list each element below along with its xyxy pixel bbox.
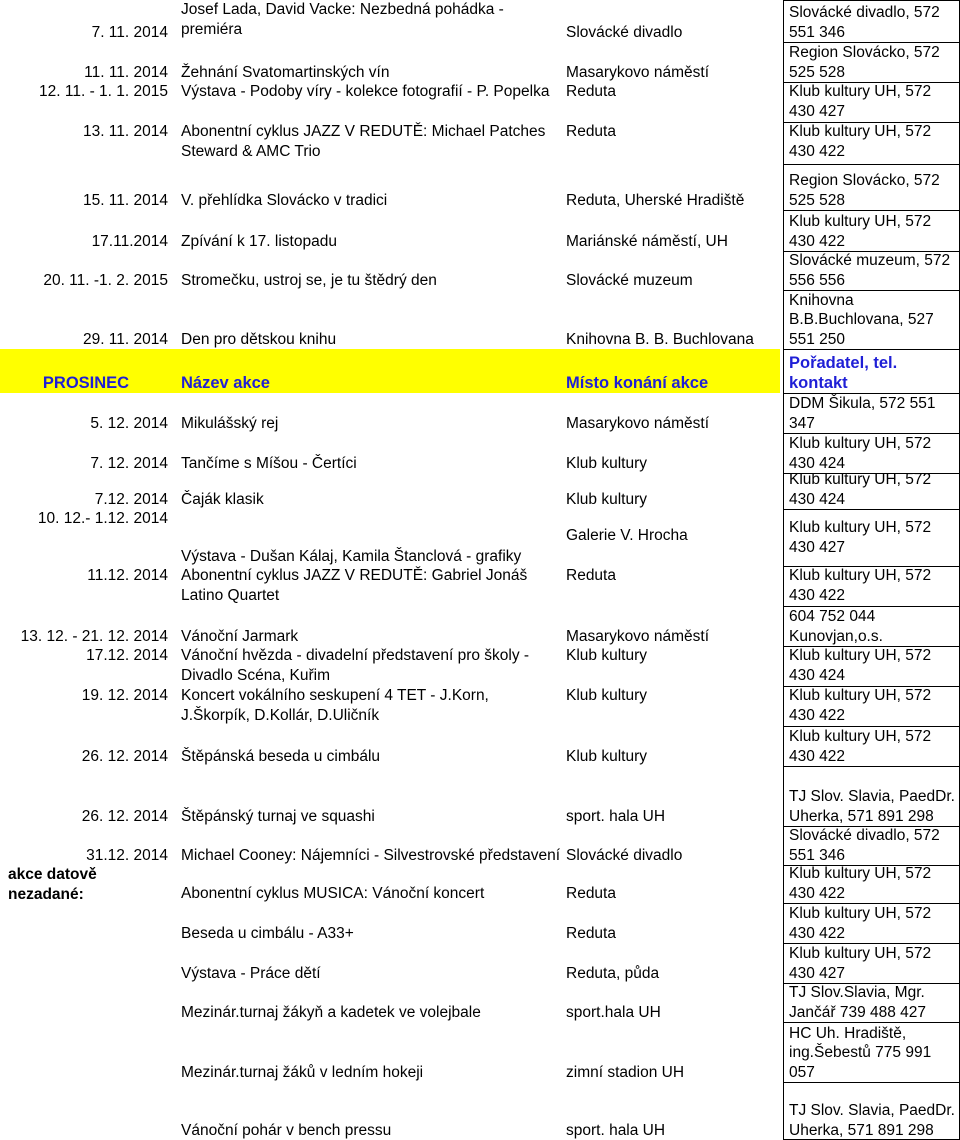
date-cell: 26. 12. 2014 <box>81 807 168 825</box>
place-cell: Slovácké divadlo <box>566 23 683 41</box>
table-row <box>0 983 960 1022</box>
place-cell: Reduta <box>566 83 616 100</box>
event-cell: Vánoční Jarmark <box>181 627 299 645</box>
place-cell: Reduta <box>566 924 616 942</box>
row-divider <box>783 766 960 767</box>
place-cell: Reduta <box>566 884 616 902</box>
place-cell: sport. hala UH <box>566 1121 666 1139</box>
place-cell: Slovácké divadlo <box>566 846 683 864</box>
place-cell: Klub kultury <box>566 454 647 472</box>
row-divider <box>783 686 960 687</box>
row-divider <box>783 349 960 350</box>
place-cell: Reduta, půda <box>566 964 660 982</box>
event-cell: Abonentní cyklus JAZZ V REDUTĚ: Gabriel Jonáš Latino Quartet <box>181 567 528 604</box>
table-row <box>0 509 960 566</box>
organizer-cell: Knihovna B.B.Buchlovana, 527 551 250 <box>789 291 934 348</box>
organizer-cell: Klub kultury UH, 572 430 422 <box>789 865 932 902</box>
place-cell: Masarykovo náměstí <box>566 627 709 645</box>
row-divider <box>783 290 960 291</box>
event-cell: Stromečku, ustroj se, je tu štědrý den <box>181 271 437 289</box>
event-cell: Mikulášský rej <box>181 414 279 432</box>
organizer-cell: DDM Šikula, 572 551 347 <box>789 395 936 432</box>
row-divider <box>783 726 960 727</box>
row-divider <box>783 983 960 984</box>
event-cell: Den pro dětskou knihu <box>181 330 337 348</box>
place-cell: sport. hala UH <box>566 807 666 825</box>
date-cell: 13. 12. - 21. 12. 2014 <box>20 627 168 645</box>
column-divider <box>783 0 784 1140</box>
table-row <box>0 1082 960 1140</box>
table-row <box>0 865 960 903</box>
table-row <box>0 210 960 251</box>
event-column-header: Název akce <box>181 373 270 392</box>
event-cell: Čaják klasik <box>181 490 264 508</box>
event-cell: Josef Lada, David Vacke: Nezbedná pohádka - premiéra <box>181 1 504 38</box>
date-cell: 17.11.2014 <box>91 232 168 250</box>
place-cell: Klub kultury <box>566 647 647 664</box>
date-cell: 20. 11. -1. 2. 2015 <box>43 271 168 289</box>
organizer-cell: Region Slovácko, 572 525 528 <box>789 172 940 209</box>
date-cell: 11.12. 2014 <box>87 567 168 584</box>
row-divider <box>783 1022 960 1023</box>
event-cell: Abonentní cyklus MUSICA: Vánoční koncert <box>181 884 485 902</box>
table-row <box>0 42 960 82</box>
organizer-cell: Klub kultury UH, 572 430 424 <box>789 647 932 684</box>
row-divider <box>783 606 960 607</box>
table-row <box>0 1022 960 1082</box>
organizer-cell: HC Uh. Hradiště, ing.Šebestů 775 991 057 <box>789 1024 932 1081</box>
organizer-cell: Klub kultury UH, 572 430 422 <box>789 728 932 765</box>
table-row <box>0 0 960 42</box>
organizer-column-header: Pořadatel, tel. kontakt <box>789 354 898 392</box>
place-cell: Slovácké muzeum <box>566 271 693 289</box>
row-divider <box>783 566 960 567</box>
place-cell: Klub kultury <box>566 687 647 704</box>
place-cell: Masarykovo náměstí <box>566 63 709 81</box>
organizer-cell: Klub kultury UH, 572 430 422 <box>789 213 932 250</box>
row-divider <box>783 251 960 252</box>
event-cell: Žehnání Svatomartinských vín <box>181 63 390 81</box>
date-cell: 7. 11. 2014 <box>91 23 168 41</box>
table-row <box>0 606 960 646</box>
event-cell: Beseda u cimbálu - A33+ <box>181 924 354 942</box>
table-row <box>0 290 960 349</box>
event-cell: Výstava - Podoby víry - kolekce fotografií - P. Popelka <box>181 83 550 100</box>
organizer-cell: Klub kultury UH, 572 430 422 <box>789 123 932 160</box>
organizer-cell: TJ Slov. Slavia, PaedDr. Uherka, 571 891 298 <box>789 788 955 825</box>
date-cell: 7.12. 2014 <box>94 490 168 508</box>
table-row <box>0 433 960 473</box>
organizer-cell: Klub kultury UH, 572 430 424 <box>789 435 932 472</box>
event-cell: Abonentní cyklus JAZZ V REDUTĚ: Michael Patches Steward & AMC Trio <box>181 123 546 160</box>
date-cell: 17.12. 2014 <box>86 647 168 664</box>
organizer-cell: Klub kultury UH, 572 430 422 <box>789 905 932 942</box>
organizer-cell: Slovácké muzeum, 572 556 556 <box>789 252 951 289</box>
date-cell: 13. 11. 2014 <box>82 123 168 140</box>
date-cell: 10. 12.- 1.12. 2014 <box>37 510 168 527</box>
event-cell: Výstava - Práce dětí <box>181 964 321 982</box>
date-cell: 15. 11. 2014 <box>82 191 168 209</box>
table-row <box>0 164 960 210</box>
row-divider <box>783 164 960 165</box>
organizer-cell: Klub kultury UH, 572 430 427 <box>789 945 932 982</box>
place-cell: zimní stadion UH <box>566 1063 685 1081</box>
organizer-cell: Slovácké divadlo, 572 551 346 <box>789 4 940 41</box>
date-cell: 31.12. 2014 <box>86 846 168 864</box>
place-cell: Reduta, Uherské Hradiště <box>566 191 745 209</box>
place-cell: Reduta <box>566 123 616 140</box>
month-heading: PROSINEC <box>42 373 130 392</box>
event-cell: Michael Cooney: Nájemníci - Silvestrovské představení <box>181 846 561 864</box>
place-cell: Galerie V. Hrocha <box>566 526 688 544</box>
organizer-cell: Slovácké divadlo, 572 551 346 <box>789 827 940 864</box>
row-divider <box>783 0 960 1</box>
event-cell: Zpívání k 17. listopadu <box>181 232 337 250</box>
table-row <box>0 122 960 164</box>
organizer-cell: Klub kultury UH, 572 430 424 <box>789 473 932 508</box>
place-cell: Reduta <box>566 567 616 584</box>
date-cell: 29. 11. 2014 <box>82 330 168 348</box>
date-cell: 11. 11. 2014 <box>84 63 168 81</box>
date-cell: 19. 12. 2014 <box>81 687 168 704</box>
row-divider <box>783 122 960 123</box>
row-divider <box>783 473 960 474</box>
table-header-row <box>0 349 960 393</box>
organizer-cell: Klub kultury UH, 572 430 422 <box>789 567 932 604</box>
event-cell: Vánoční hvězda - divadelní představení pro školy - Divadlo Scéna, Kuřim <box>181 647 530 684</box>
table-row <box>0 646 960 686</box>
table-row <box>0 943 960 983</box>
table-row <box>0 686 960 726</box>
row-divider <box>783 865 960 866</box>
place-cell: Klub kultury <box>566 490 647 508</box>
event-cell: Mezinár.turnaj žákyň a kadetek ve volejbale <box>181 1003 481 1021</box>
event-cell: Štěpánský turnaj ve squashi <box>181 807 375 825</box>
row-divider <box>783 1082 960 1083</box>
date-cell: 12. 11. - 1. 1. 2015 <box>39 83 168 100</box>
place-cell: Masarykovo náměstí <box>566 414 709 432</box>
event-cell: Štěpánská beseda u cimbálu <box>181 747 381 765</box>
table-row <box>0 251 960 290</box>
row-divider <box>783 943 960 944</box>
event-cell: Vánoční pohár v bench pressu <box>181 1121 392 1139</box>
organizer-cell: TJ Slov.Slavia, Mgr. Jančář 739 488 427 <box>789 984 927 1021</box>
table-row <box>0 903 960 943</box>
table-row <box>0 566 960 606</box>
event-cell: Výstava - Dušan Kálaj, Kamila Štanclová - grafiky <box>181 547 522 565</box>
event-cell: Mezinár.turnaj žáků v ledním hokeji <box>181 1063 424 1081</box>
event-cell: Tančíme s Míšou - Čertíci <box>181 454 357 472</box>
row-divider <box>783 903 960 904</box>
row-divider <box>783 393 960 394</box>
table-row <box>0 393 960 433</box>
undated-label: akce datově nezadané: <box>8 866 97 903</box>
table-row <box>0 82 960 122</box>
organizer-cell: Klub kultury UH, 572 430 422 <box>789 687 932 724</box>
table-row <box>0 826 960 865</box>
row-divider <box>783 433 960 434</box>
date-cell: 7. 12. 2014 <box>90 454 168 472</box>
organizer-cell: Klub kultury UH, 572 430 427 <box>789 83 932 120</box>
row-divider <box>783 42 960 43</box>
row-divider <box>783 826 960 827</box>
row-divider <box>783 509 960 510</box>
place-cell: Klub kultury <box>566 747 647 765</box>
event-cell: V. přehlídka Slovácko v tradici <box>181 191 388 209</box>
event-cell: Koncert vokálního seskupení 4 TET - J.Korn, J.Škorpík, D.Kollár, D.Uličník <box>181 687 489 724</box>
date-cell: 5. 12. 2014 <box>90 414 168 432</box>
table-row <box>0 726 960 766</box>
place-cell: Mariánské náměstí, UH <box>566 232 728 250</box>
date-cell: 26. 12. 2014 <box>81 747 168 765</box>
organizer-cell: TJ Slov. Slavia, PaedDr. Uherka, 571 891 298 <box>789 1102 955 1139</box>
table-row <box>0 766 960 826</box>
row-divider <box>783 646 960 647</box>
table-row <box>0 473 960 509</box>
organizer-cell: Region Slovácko, 572 525 528 <box>789 44 940 81</box>
place-column-header: Místo konání akce <box>566 373 709 392</box>
organizer-cell: 604 752 044 Kunovjan,o.s. <box>789 608 883 645</box>
row-divider <box>783 210 960 211</box>
row-divider <box>783 82 960 83</box>
organizer-cell: Klub kultury UH, 572 430 427 <box>789 519 932 556</box>
place-cell: sport.hala UH <box>566 1003 661 1021</box>
place-cell: Knihovna B. B. Buchlovana <box>566 330 754 348</box>
